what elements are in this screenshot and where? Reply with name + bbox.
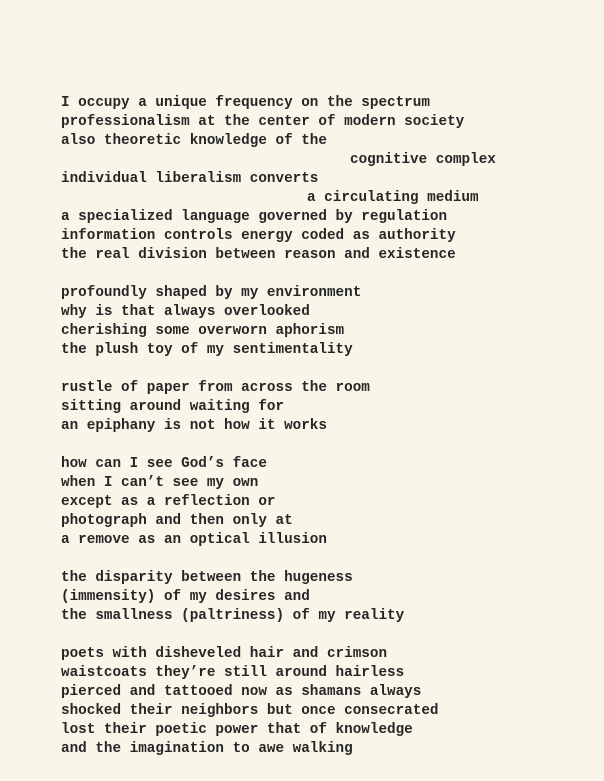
poem-line: information controls energy coded as authority [61,228,456,244]
stanza-5 [61,569,581,626]
poem-line: photograph and then only at [61,513,293,529]
poem-line: the smallness (paltriness) of my reality [61,608,405,624]
poem-line: shocked their neighbors but once consecrated [61,703,439,719]
poem-line: (immensity) of my desires and [61,589,310,605]
stanza-4 [61,455,581,550]
poem-line: sitting around waiting for [61,399,285,415]
poem-line: the plush toy of my sentimentality [61,342,353,358]
stanza-6 [61,645,581,759]
poem-line: individual liberalism converts [61,171,319,187]
stanza-3 [61,379,581,436]
poem-line: why is that always overlooked [61,304,310,320]
poem-line: the real division between reason and existence [61,247,456,263]
poem-line: how can I see God’s face [61,456,267,472]
poem-line: except as a reflection or [61,494,276,510]
poem-line: pierced and tattooed now as shamans always [61,684,422,700]
poem-line: profoundly shaped by my environment [61,285,362,301]
poem-body [61,94,581,778]
poem-line: and the imagination to awe walking [61,741,353,757]
poem-line: professionalism at the center of modern society [61,114,465,130]
poem-line: the disparity between the hugeness [61,570,353,586]
poem-line: poets with disheveled hair and crimson [61,646,388,662]
poem-line: when I can’t see my own [61,475,259,491]
poem-line: cherishing some overworn aphorism [61,323,345,339]
poem-line: lost their poetic power that of knowledge [61,722,413,738]
poem-line: rustle of paper from across the room [61,380,370,396]
poem-line: waistcoats they’re still around hairless [61,665,405,681]
poem-line: a specialized language governed by regulation [61,209,448,225]
poem-line: also theoretic knowledge of the [61,133,327,149]
poem-line-indented: a circulating medium [307,190,479,206]
stanza-2 [61,284,581,360]
poem-line: an epiphany is not how it works [61,418,327,434]
poem-line: I occupy a unique frequency on the spectrum [61,95,430,111]
poem-line-indented: cognitive complex [350,152,496,168]
stanza-1 [61,94,581,265]
poem-line: a remove as an optical illusion [61,532,327,548]
